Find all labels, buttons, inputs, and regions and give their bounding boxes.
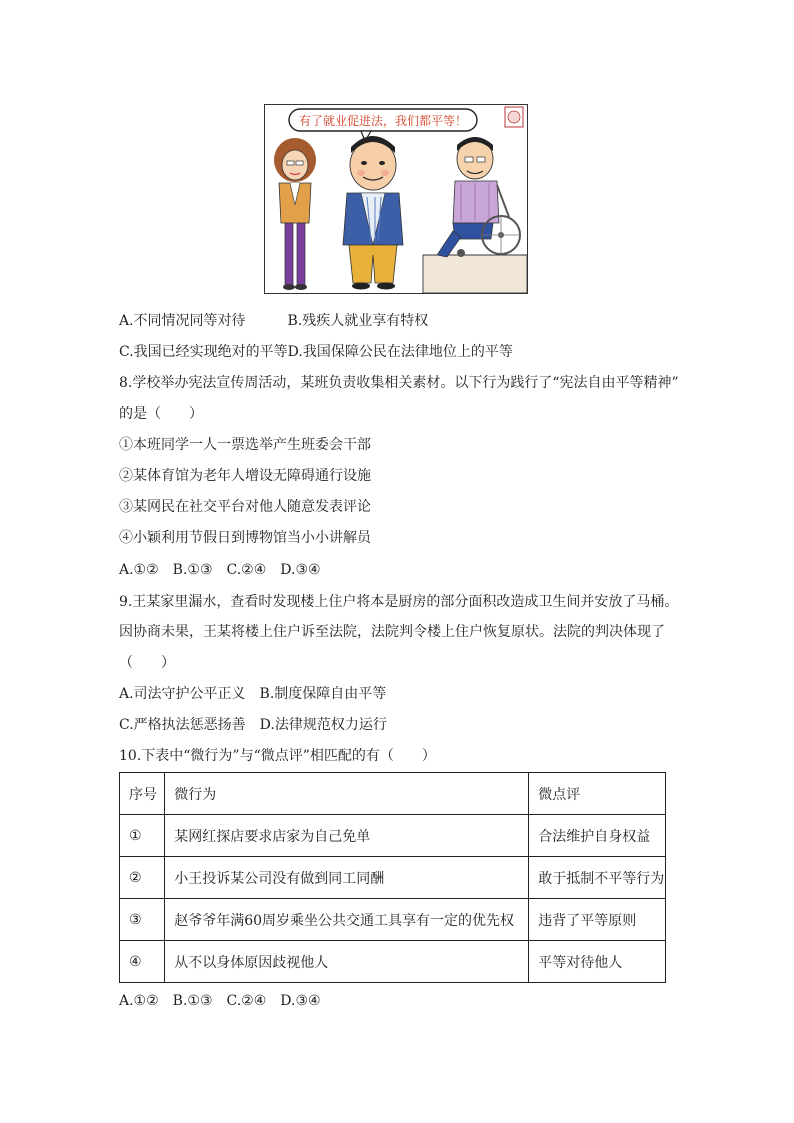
q8-stem-line1: 8.学校举办宪法宣传周活动，某班负责收集相关素材。以下行为践行了“宪法自由平等精神” [119, 375, 679, 391]
q9-stem-line3: （ ） [119, 655, 175, 671]
q9-stem-line1: 9.王某家里漏水，查看时发现楼上住户将本是厨房的部分面积改造成卫生间并安放了马桶。 [119, 594, 679, 610]
table-cell: ③ [120, 899, 165, 941]
cartoon-illustration [264, 104, 528, 294]
table-header-cell: 微行为 [165, 773, 529, 815]
table-row [120, 899, 666, 941]
table-cell: ① [120, 815, 165, 857]
table-cell: 违背了平等原则 [529, 899, 666, 941]
table-cell: 平等对待他人 [529, 941, 666, 983]
table-row [120, 941, 666, 983]
table-cell: 某网红探店要求店家为自己免单 [165, 815, 529, 857]
q10-stem: 10.下表中“微行为”与“微点评”相匹配的有（ ） [119, 748, 436, 764]
table-cell: 敢于抵制不平等行为 [529, 857, 666, 899]
q7-options-ab: A.不同情况同等对待 B.残疾人就业享有特权 [119, 313, 429, 329]
q7-options-cd: C.我国已经实现绝对的平等D.我国保障公民在法律地位上的平等 [119, 344, 513, 360]
q8-item-3: ③某网民在社交平台对他人随意发表评论 [119, 499, 371, 515]
q9-options-ab: A.司法守护公平正义 B.制度保障自由平等 [119, 686, 387, 702]
q8-item-4: ④小颖利用节假日到博物馆当小小讲解员 [119, 530, 371, 546]
table-row [120, 857, 666, 899]
table-cell: ④ [120, 941, 165, 983]
q8-stem-line2: 的是（ ） [119, 406, 203, 422]
table-cell: 从不以身体原因歧视他人 [165, 941, 529, 983]
q8-options: A.①② B.①③ C.②④ D.③④ [119, 562, 321, 578]
q9-options-cd: C.严格执法惩恶扬善 D.法律规范权力运行 [119, 717, 387, 733]
q10-table [119, 772, 666, 983]
table-header-cell: 微点评 [529, 773, 666, 815]
table-row [120, 815, 666, 857]
table-cell: ② [120, 857, 165, 899]
table-header-row [120, 773, 666, 815]
speech-bubble-text: 有了就业促进法，我们都平等！ [298, 114, 468, 128]
table-cell: 合法维护自身权益 [529, 815, 666, 857]
q8-item-2: ②某体育馆为老年人增设无障碍通行设施 [119, 468, 371, 484]
cartoon-drawing [265, 105, 527, 293]
table-header-cell: 序号 [120, 773, 165, 815]
q8-item-1: ①本班同学一人一票选举产生班委会干部 [119, 437, 371, 453]
q9-stem-line2: 因协商未果，王某将楼上住户诉至法院，法院判令楼上住户恢复原状。法院的判决体现了 [119, 624, 665, 640]
table-cell: 小王投诉某公司没有做到同工同酬 [165, 857, 529, 899]
table-cell: 赵爷爷年满60周岁乘坐公共交通工具享有一定的优先权 [165, 899, 529, 941]
q10-options: A.①② B.①③ C.②④ D.③④ [119, 993, 321, 1009]
